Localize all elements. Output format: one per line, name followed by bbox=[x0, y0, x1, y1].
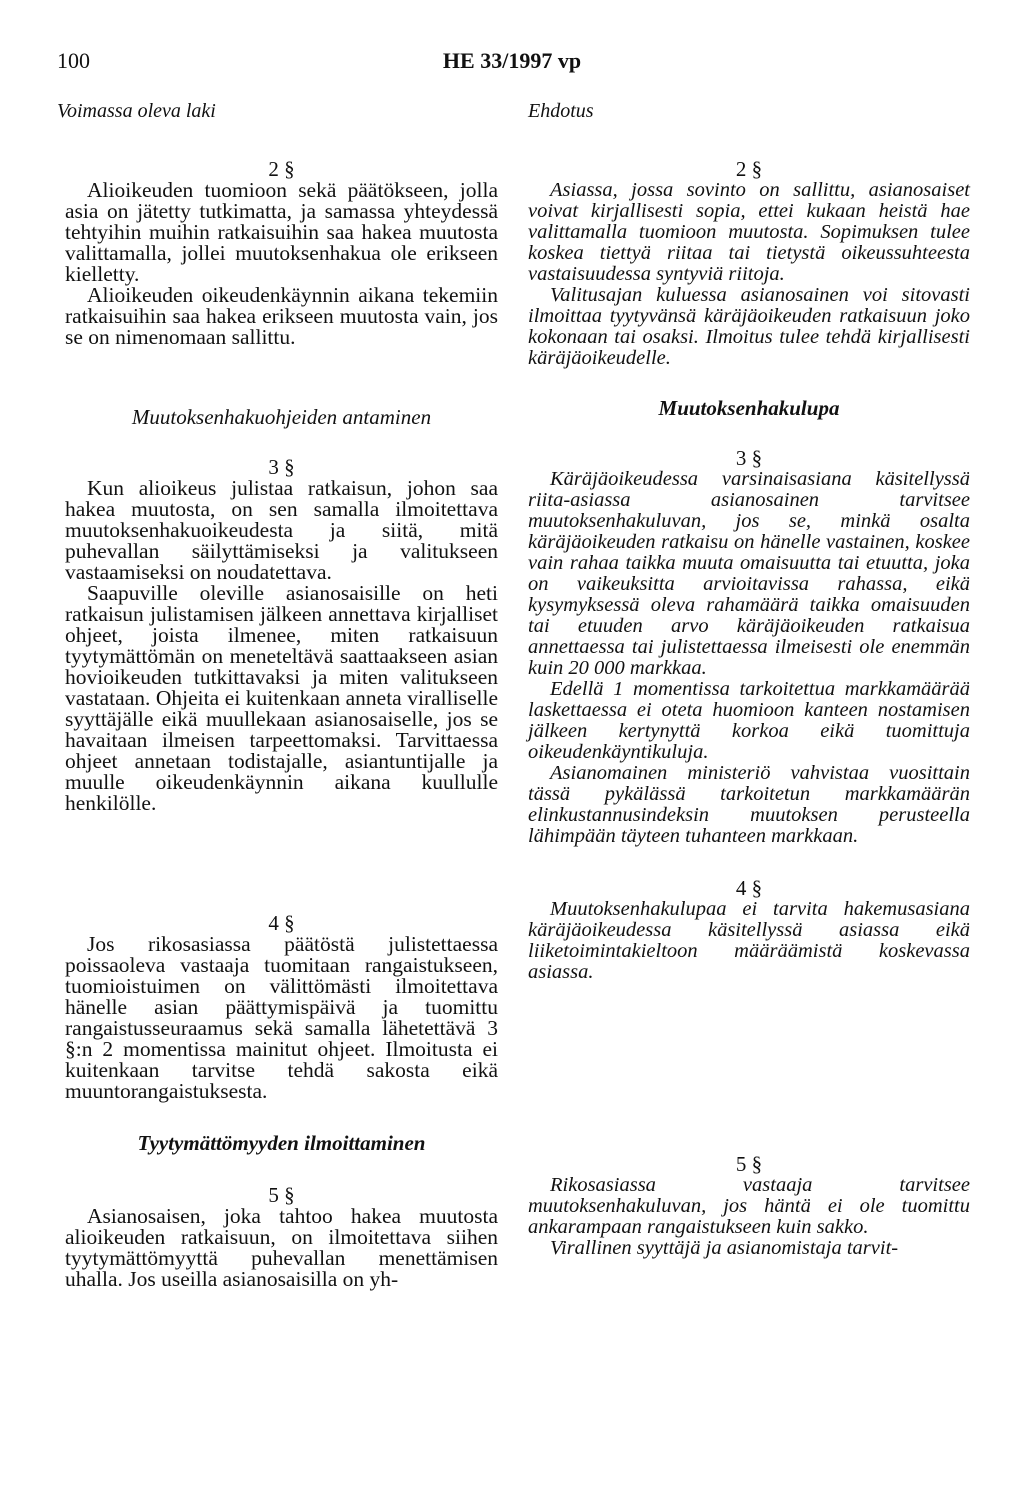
paragraph: Virallinen syyttäjä ja asianomistaja tarvit- bbox=[550, 1237, 899, 1259]
section-4-label: 4 § bbox=[735, 876, 763, 900]
paragraph: Alioikeuden oikeudenkäynnin aikana tekemiin ratkaisuihin saa hakea erikseen muutosta vain, jos se on nimenomaan sallittu. bbox=[65, 283, 498, 349]
paragraph: Saapuville oleville asianosaisille on heti ratkaisun julistamisen jälkeen annettava kirjalliset ohjeet, joista ilmenee, miten ratkaisuun tyytymättömän on meneteltävä saattaakseen asian hovioikeuden tutkittavaksi ja miten valitukseen vastataan. Ohjeita ei kuitenkaan anneta viralliselle syyttäjälle eikä muullekaan asianosaiselle, jos se havaitaan ilmeisen tarpeettomaksi. Tarvittaessa ohjeet annetaan todistajalle, asiantuntijalle ja muulle oikeudenkäynnin aikana kuullulle henkilölle. bbox=[65, 581, 498, 815]
section-5-label: 5 § bbox=[735, 1152, 763, 1176]
section-3-heading: Muutoksenhakuohjeiden antaminen bbox=[131, 405, 432, 429]
section-3-label: 3 § bbox=[268, 455, 295, 479]
paragraph: Asiassa, jossa sovinto on sallittu, asianosaiset voivat kirjallisesti sopia, ettei kukaan heistä hae valittamalla tuomioon muutosta. Sopimuksen tulee koskea tiettyä riitaa tai tietystä oikeussuhteesta vastaisuudessa syntyviä riitoja. bbox=[528, 179, 970, 285]
section-5-heading: Tyytymättömyyden ilmoittaminen bbox=[137, 1131, 426, 1155]
paragraph: Kun alioikeus julistaa ratkaisun, johon saa hakea muutosta, on sen samalla ilmoitettava muutoksenhakuoikeudesta ja siitä, mitä puhevallan säilyttämiseksi ja valitukseen vastaamiseksi on noudatettava. bbox=[65, 476, 498, 584]
current-law-title: Voimassa oleva laki bbox=[57, 100, 216, 122]
section-3-heading: Muutoksenhakulupa bbox=[658, 396, 840, 420]
proposal-column bbox=[528, 100, 970, 1259]
page-number: 100 bbox=[57, 48, 90, 73]
paragraph: Edellä 1 momentissa tarkoitettua markkamäärää laskettaessa ei oteta huomioon kanteen nostamisen jälkeen kertynyttä korkoa eikä tuomittuja oikeudenkäyntikuluja. bbox=[528, 678, 970, 763]
section-2-label: 2 § bbox=[735, 157, 763, 181]
section-2-label: 2 § bbox=[268, 157, 295, 181]
paragraph: Asianomainen ministeriö vahvistaa vuosittain tässä pykälässä tarkoitetun markkamäärän elinkustannusindeksin muutoksen perusteella lähimpään täyteen tuhanteen markkaan. bbox=[528, 762, 970, 847]
paragraph: Muutoksenhakulupaa ei tarvita hakemusasiana käräjäoikeudessa käsitellyssä asiassa eikä liiketoimintakieltoon määräämistä koskevassa asiassa. bbox=[528, 898, 970, 983]
paragraph: Jos rikosasiassa päätöstä julistettaessa poissaoleva vastaaja tuomitaan rangaistukseen, tuomioistuimen on välittömästi ilmoitettava hänelle asian päättymispäivä ja tuomittu rangaistusseuraamus sekä samalla lähetettävä 3 §:n 2 momentissa mainitut ohjeet. Ilmoitusta ei kuitenkaan tarvitse tehdä sakosta eikä muuntorangaistuksesta. bbox=[65, 932, 498, 1103]
section-3-label: 3 § bbox=[735, 446, 763, 470]
paragraph: Alioikeuden tuomioon sekä päätökseen, jolla asia on jätetty tutkimatta, ja samassa yhteydessä tehtyihin muihin ratkaisuihin saa hakea muutosta valittamalla, jollei muutoksenhakua ole erikseen kielletty. bbox=[65, 178, 498, 286]
paragraph: Valitusajan kuluessa asianosainen voi sitovasti ilmoittaa tyytyvänsä käräjäoikeuden ratkaisuun joko kokonaan tai osaksi. Ilmoitus tulee tehdä kirjallisesti käräjäoikeudelle. bbox=[528, 284, 970, 369]
current-law-column bbox=[57, 100, 498, 1291]
section-5-label: 5 § bbox=[268, 1183, 295, 1207]
paragraph: Asianosaisen, joka tahtoo hakea muutosta alioikeuden ratkaisuun, on ilmoitettava siihen tyytymättömyyttä puhevallan menettämisen uhalla. Jos useilla asianosaisilla on yh- bbox=[65, 1204, 498, 1291]
paragraph: Käräjäoikeudessa varsinaisasiana käsitellyssä riita-asiassa asianosainen tarvitsee muutoksenhakuluvan, jos se, minkä osalta käräjäoikeuden ratkaisu on hänelle vastainen, koskee vain rahaa taikka muuta omaisuutta tai etuutta, joka on vaikeuksitta arvioitavissa rahassa, eikä kysymyksessä oleva rahamäärä taikka omaisuuden tai etuuden arvo käräjäoikeuden ratkaisua annettaessa tai julistettaessa ilmeisesti ole enemmän kuin 20 000 markkaa. bbox=[528, 468, 970, 679]
proposal-title: Ehdotus bbox=[528, 100, 594, 122]
document-id: HE 33/1997 vp bbox=[442, 48, 582, 73]
section-4-label: 4 § bbox=[268, 911, 295, 935]
paragraph: Rikosasiassa vastaaja tarvitsee muutoksenhakuluvan, jos häntä ei ole tuomittu ankarampaan rangaistukseen kuin sakko. bbox=[528, 1174, 970, 1238]
